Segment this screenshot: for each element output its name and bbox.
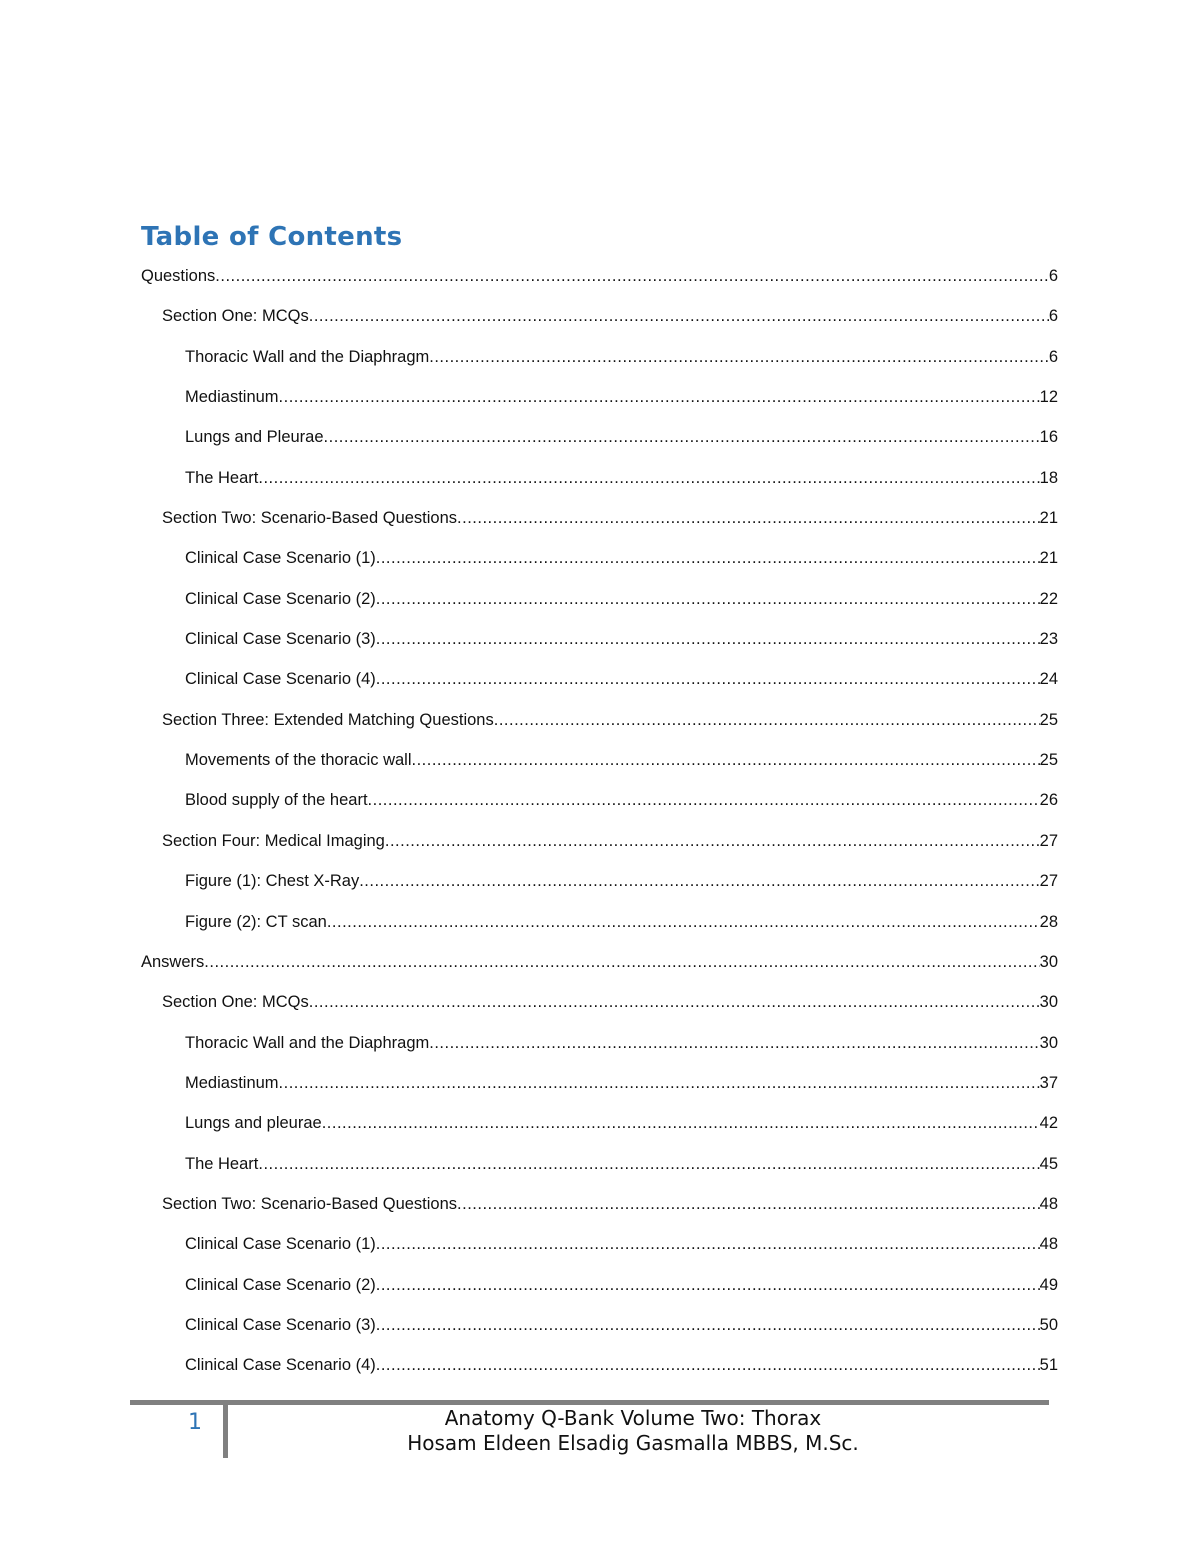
toc-dot-leader xyxy=(279,383,1040,411)
toc-entry[interactable] xyxy=(141,665,1058,705)
toc-entry[interactable] xyxy=(141,867,1058,907)
toc-entry-label: Clinical Case Scenario (4) xyxy=(185,1356,376,1375)
toc-entry-page: 48 xyxy=(1039,1194,1058,1213)
toc-entry[interactable] xyxy=(141,302,1058,342)
toc-entry[interactable] xyxy=(141,1190,1058,1230)
toc-entry-page: 16 xyxy=(1039,428,1058,447)
toc-entry-label: Clinical Case Scenario (2) xyxy=(185,1275,376,1294)
toc-entry-label: Thoracic Wall and the Diaphragm xyxy=(185,1033,430,1052)
toc-entry-label: Mediastinum xyxy=(185,1073,279,1092)
toc-entry-label: Thoracic Wall and the Diaphragm xyxy=(185,347,430,366)
toc-dot-leader xyxy=(376,585,1040,613)
toc-entry-page: 48 xyxy=(1039,1235,1058,1254)
toc-dot-leader xyxy=(457,1190,1040,1218)
toc-entry-page: 28 xyxy=(1039,912,1058,931)
toc-entry-label: Answers xyxy=(141,952,205,971)
toc-entry[interactable] xyxy=(141,262,1058,302)
toc-dot-leader xyxy=(215,262,1049,290)
toc-entry[interactable] xyxy=(141,383,1058,423)
toc-dot-leader xyxy=(376,625,1040,653)
toc-entry-label: The Heart xyxy=(185,468,259,487)
toc-entry[interactable] xyxy=(141,948,1058,988)
toc-entry-page: 30 xyxy=(1039,952,1058,971)
toc-entry-label: Figure (2): CT scan xyxy=(185,912,327,931)
toc-entry-page: 25 xyxy=(1039,751,1058,770)
toc-dot-leader xyxy=(494,706,1040,734)
toc-dot-leader xyxy=(412,746,1040,774)
toc-entry[interactable] xyxy=(141,464,1058,504)
toc-dot-leader xyxy=(322,1109,1040,1137)
toc-entry-page: 6 xyxy=(1048,267,1058,285)
toc-entry-label: Questions xyxy=(141,267,216,285)
toc-entry-page: 23 xyxy=(1039,630,1058,649)
toc-entry[interactable] xyxy=(141,746,1058,786)
toc-dot-leader xyxy=(204,948,1039,976)
footer-book-title: Anatomy Q-Bank Volume Two: Thorax xyxy=(444,1406,822,1430)
toc-entry[interactable] xyxy=(141,504,1058,544)
toc-entry-label: Section Three: Extended Matching Questions xyxy=(162,710,494,729)
toc-entry[interactable] xyxy=(141,1109,1058,1149)
toc-entry-label: Lungs and Pleurae xyxy=(185,428,324,447)
toc-entry[interactable] xyxy=(141,1271,1058,1311)
toc-entry-page: 49 xyxy=(1039,1275,1058,1294)
toc-dot-leader xyxy=(376,1271,1040,1299)
toc-entry-page: 21 xyxy=(1039,509,1058,528)
toc-dot-leader xyxy=(376,665,1040,693)
toc-entry[interactable] xyxy=(141,585,1058,625)
toc-dot-leader xyxy=(327,908,1040,936)
toc-entry[interactable] xyxy=(141,544,1058,584)
toc-title: Table of Contents xyxy=(141,222,403,252)
toc-entry[interactable] xyxy=(141,1069,1058,1109)
toc-entry[interactable] xyxy=(141,706,1058,746)
toc-entry-label: Clinical Case Scenario (2) xyxy=(185,589,376,608)
toc-entry-label: Section Two: Scenario-Based Questions xyxy=(162,509,458,528)
toc-entry-label: Section One: MCQs xyxy=(162,307,309,326)
toc-dot-leader xyxy=(457,504,1040,532)
footer-page-number: 1 xyxy=(188,1410,202,1435)
toc-dot-leader xyxy=(309,302,1049,330)
toc-entry[interactable] xyxy=(141,1230,1058,1270)
toc-entry-label: Section Four: Medical Imaging xyxy=(162,831,385,850)
toc-entry-label: Lungs and pleurae xyxy=(185,1114,322,1133)
toc-entry[interactable] xyxy=(141,908,1058,948)
toc-entry-page: 30 xyxy=(1039,1033,1058,1052)
toc-entry-page: 42 xyxy=(1039,1114,1058,1133)
toc-entry-label: Movements of the thoracic wall xyxy=(185,751,412,770)
toc-entry-page: 12 xyxy=(1039,388,1058,407)
toc-entry-page: 50 xyxy=(1039,1315,1058,1334)
toc-entry-page: 30 xyxy=(1039,993,1058,1012)
toc-entry-label: Figure (1): Chest X-Ray xyxy=(185,872,360,891)
toc-dot-leader xyxy=(279,1069,1040,1097)
toc-entry[interactable] xyxy=(141,423,1058,463)
toc-dot-leader xyxy=(359,867,1039,895)
toc-dot-leader xyxy=(385,827,1040,855)
toc-dot-leader xyxy=(258,464,1039,492)
toc-list xyxy=(141,262,1058,1392)
toc-entry-label: Clinical Case Scenario (3) xyxy=(185,630,376,649)
toc-dot-leader xyxy=(376,1351,1040,1379)
toc-entry-page: 22 xyxy=(1039,589,1058,608)
toc-entry-page: 26 xyxy=(1039,791,1058,810)
toc-entry-page: 45 xyxy=(1039,1154,1058,1173)
toc-entry[interactable] xyxy=(141,786,1058,826)
toc-entry[interactable] xyxy=(141,1351,1058,1391)
footer-divider xyxy=(223,1403,228,1458)
toc-entry-label: Section Two: Scenario-Based Questions xyxy=(162,1194,458,1213)
toc-entry-page: 25 xyxy=(1039,710,1058,729)
toc-entry-page: 27 xyxy=(1039,831,1058,850)
toc-entry-page: 21 xyxy=(1039,549,1058,568)
toc-entry[interactable] xyxy=(141,1150,1058,1190)
toc-entry[interactable] xyxy=(141,1311,1058,1351)
toc-dot-leader xyxy=(429,1029,1039,1057)
toc-entry-page: 6 xyxy=(1048,307,1058,326)
toc-dot-leader xyxy=(429,343,1049,371)
toc-entry-page: 18 xyxy=(1039,468,1058,487)
toc-entry-page: 6 xyxy=(1048,347,1058,366)
toc-entry-page: 51 xyxy=(1039,1356,1058,1375)
toc-dot-leader xyxy=(376,1311,1040,1339)
footer-author: Hosam Eldeen Elsadig Gasmalla MBBS, M.Sc. xyxy=(407,1431,859,1455)
toc-dot-leader xyxy=(376,544,1040,572)
toc-entry-label: Clinical Case Scenario (1) xyxy=(185,549,376,568)
toc-entry[interactable] xyxy=(141,343,1058,383)
toc-dot-leader xyxy=(258,1150,1039,1178)
toc-entry-label: Clinical Case Scenario (4) xyxy=(185,670,376,689)
toc-dot-leader xyxy=(376,1230,1040,1258)
toc-entry-label: Clinical Case Scenario (1) xyxy=(185,1235,376,1254)
footer-text xyxy=(300,1406,966,1456)
toc-entry-label: Section One: MCQs xyxy=(162,993,309,1012)
toc-entry[interactable] xyxy=(141,625,1058,665)
toc-entry-page: 37 xyxy=(1039,1073,1058,1092)
toc-entry[interactable] xyxy=(141,1029,1058,1069)
toc-dot-leader xyxy=(324,423,1040,451)
toc-entry[interactable] xyxy=(141,988,1058,1028)
toc-entry-label: Blood supply of the heart xyxy=(185,791,368,810)
toc-entry-page: 24 xyxy=(1039,670,1058,689)
toc-entry[interactable] xyxy=(141,827,1058,867)
toc-entry-label: Clinical Case Scenario (3) xyxy=(185,1315,376,1334)
toc-entry-label: The Heart xyxy=(185,1154,259,1173)
toc-dot-leader xyxy=(368,786,1040,814)
toc-entry-label: Mediastinum xyxy=(185,388,279,407)
toc-entry-page: 27 xyxy=(1039,872,1058,891)
toc-dot-leader xyxy=(309,988,1040,1016)
footer-rule xyxy=(130,1400,1049,1405)
